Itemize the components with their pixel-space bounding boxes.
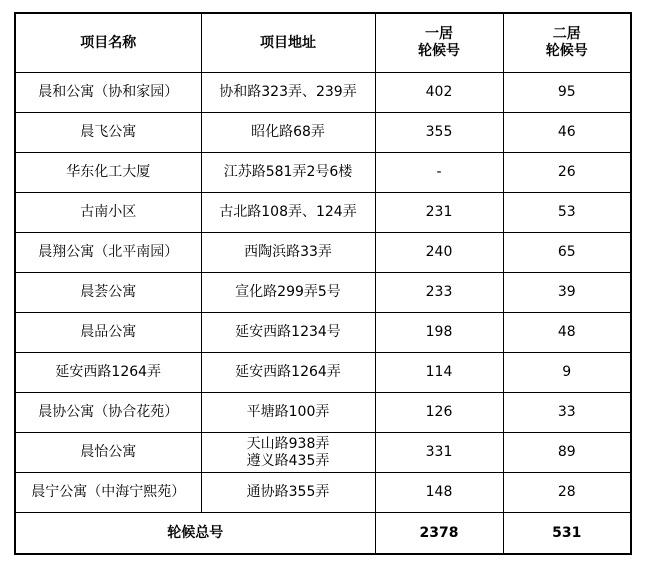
cell-project-name: 晨飞公寓 xyxy=(15,113,201,153)
cell-project-address xyxy=(201,113,375,153)
header-one-bedroom-line1: 一居 xyxy=(425,26,453,42)
cell-project-name: 晨怡公寓 xyxy=(15,433,201,473)
address-line: 西陶浜路33弄 xyxy=(244,244,332,260)
address-line: 古北路108弄、124弄 xyxy=(219,204,357,220)
cell-two-bedroom-number: 53 xyxy=(503,193,631,233)
cell-one-bedroom-number: 114 xyxy=(375,353,503,393)
table-row xyxy=(15,153,631,193)
table-row xyxy=(15,393,631,433)
table-row xyxy=(15,73,631,113)
cell-project-address xyxy=(201,73,375,113)
cell-two-bedroom-number: 48 xyxy=(503,313,631,353)
address-line: 天山路938弄 xyxy=(246,435,330,452)
cell-project-name: 晨品公寓 xyxy=(15,313,201,353)
address-line: 遵义路435弄 xyxy=(246,452,330,469)
table-row xyxy=(15,353,631,393)
cell-two-bedroom-number: 26 xyxy=(503,153,631,193)
cell-one-bedroom-number: 126 xyxy=(375,393,503,433)
header-project-name: 项目名称 xyxy=(15,13,201,73)
address-line: 昭化路68弄 xyxy=(251,124,325,140)
cell-two-bedroom-number: 46 xyxy=(503,113,631,153)
cell-project-name: 古南小区 xyxy=(15,193,201,233)
cell-one-bedroom-number: 331 xyxy=(375,433,503,473)
waitlist-table xyxy=(14,12,632,555)
table-row xyxy=(15,473,631,513)
total-two-bedroom: 531 xyxy=(503,513,631,555)
cell-project-address xyxy=(201,273,375,313)
address-line: 平塘路100弄 xyxy=(246,404,330,420)
cell-project-address xyxy=(201,393,375,433)
header-one-bedroom xyxy=(375,13,503,73)
cell-one-bedroom-number: 231 xyxy=(375,193,503,233)
cell-two-bedroom-number: 28 xyxy=(503,473,631,513)
address-line: 延安西路1234号 xyxy=(235,324,341,340)
total-one-bedroom: 2378 xyxy=(375,513,503,555)
cell-two-bedroom-number: 65 xyxy=(503,233,631,273)
total-label: 轮候总号 xyxy=(15,513,375,555)
cell-two-bedroom-number: 9 xyxy=(503,353,631,393)
address-line: 江苏路581弄2号6楼 xyxy=(223,164,353,180)
table-row xyxy=(15,233,631,273)
cell-project-name: 晨宁公寓（中海宁熙苑） xyxy=(15,473,201,513)
cell-one-bedroom-number: 148 xyxy=(375,473,503,513)
cell-one-bedroom-number: 355 xyxy=(375,113,503,153)
cell-project-address xyxy=(201,353,375,393)
cell-two-bedroom-number: 39 xyxy=(503,273,631,313)
cell-one-bedroom-number: 402 xyxy=(375,73,503,113)
header-two-bedroom-line2: 轮候号 xyxy=(545,43,588,59)
header-two-bedroom-line1: 二居 xyxy=(552,26,581,42)
cell-one-bedroom-number: 240 xyxy=(375,233,503,273)
cell-project-name: 晨和公寓（协和家园） xyxy=(15,73,201,113)
table-row xyxy=(15,113,631,153)
address-line: 协和路323弄、239弄 xyxy=(219,84,357,100)
table-row xyxy=(15,313,631,353)
cell-project-address xyxy=(201,433,375,473)
cell-project-address xyxy=(201,153,375,193)
cell-project-name: 晨荟公寓 xyxy=(15,273,201,313)
cell-project-name: 晨翔公寓（北平南园） xyxy=(15,233,201,273)
cell-project-name: 华东化工大厦 xyxy=(15,153,201,193)
cell-project-name: 延安西路1264弄 xyxy=(15,353,201,393)
cell-project-address xyxy=(201,233,375,273)
address-line: 延安西路1264弄 xyxy=(235,364,341,380)
table-row xyxy=(15,273,631,313)
cell-two-bedroom-number: 33 xyxy=(503,393,631,433)
table-row xyxy=(15,193,631,233)
table-row xyxy=(15,433,631,473)
cell-project-address xyxy=(201,473,375,513)
cell-one-bedroom-number: 198 xyxy=(375,313,503,353)
cell-two-bedroom-number: 89 xyxy=(503,433,631,473)
cell-project-address xyxy=(201,193,375,233)
cell-project-name: 晨协公寓（协合花苑） xyxy=(15,393,201,433)
header-two-bedroom xyxy=(503,13,631,73)
header-one-bedroom-line2: 轮候号 xyxy=(418,43,460,59)
cell-one-bedroom-number: - xyxy=(375,153,503,193)
table-header-row xyxy=(15,13,631,73)
header-project-address: 项目地址 xyxy=(201,13,375,73)
cell-project-address xyxy=(201,313,375,353)
cell-one-bedroom-number: 233 xyxy=(375,273,503,313)
address-line: 宣化路299弄5号 xyxy=(235,284,341,300)
waitlist-table-container xyxy=(14,12,632,555)
table-total-row xyxy=(15,513,631,555)
address-line: 通协路355弄 xyxy=(246,484,330,500)
cell-two-bedroom-number: 95 xyxy=(503,73,631,113)
